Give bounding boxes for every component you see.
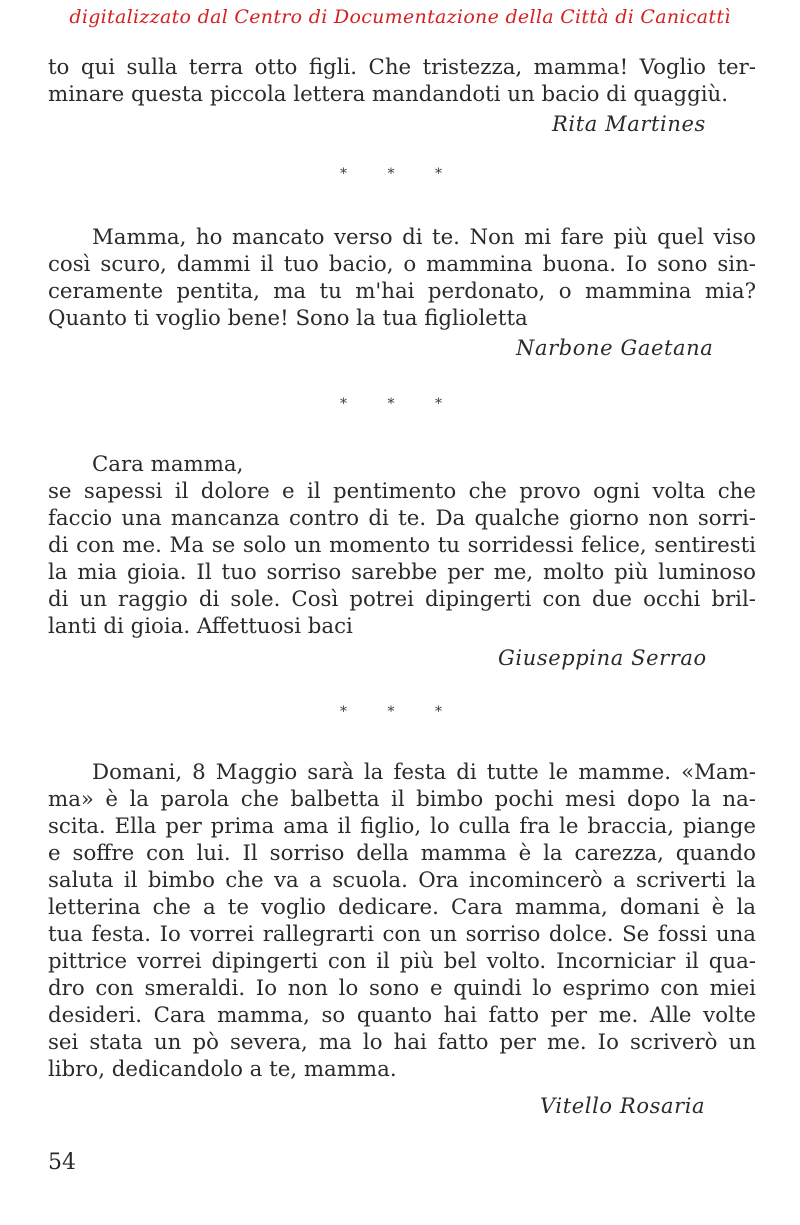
paragraph-line: così scuro, dammi il tuo bacio, o mammina buona. Io sono sin- <box>48 252 756 277</box>
paragraph-line <box>48 451 756 478</box>
paragraph-line: saluta il bimbo che va a scuola. Ora incomincerò a scriverti la <box>48 868 756 893</box>
paragraph-line: di un raggio di sole. Così potrei dipingerti con due occhi bril- <box>48 587 756 612</box>
paragraph-line: letterina che a te voglio dedicare. Cara mamma, domani è la <box>48 895 756 920</box>
page-number: 54 <box>48 1150 76 1175</box>
section-separator: * * * <box>340 704 460 720</box>
paragraph-line-text: Domani, 8 Maggio sarà la festa di tutte le mamme. «Mam- <box>92 760 756 785</box>
signature-rita-martines: Rita Martines <box>552 112 706 136</box>
section-separator: * * * <box>340 396 460 412</box>
paragraph-line: tua festa. Io vorrei rallegrarti con un sorriso dolce. Se fossi una <box>48 922 756 947</box>
watermark-text: digitalizzato dal Centro di Documentazione della Città di Canicattì <box>69 6 731 28</box>
paragraph-line: dro con smeraldi. Io non lo sono e quindi lo esprimo con miei <box>48 976 756 1001</box>
paragraph-line: e soffre con lui. Il sorriso della mamma è la carezza, quando <box>48 841 756 866</box>
paragraph-line: pittrice vorrei dipingerti con il più bel volto. Incorniciar il qua- <box>48 949 756 974</box>
signature-narbone-gaetana: Narbone Gaetana <box>516 336 714 360</box>
letter-narbone-gaetana <box>48 224 756 332</box>
paragraph-line-text: Mamma, ho mancato verso di te. Non mi fare più quel viso <box>92 225 756 250</box>
paragraph-line: to qui sulla terra otto figli. Che tristezza, mamma! Voglio ter- <box>48 55 756 80</box>
paragraph-line: la mia gioia. Il tuo sorriso sarebbe per me, molto più luminoso <box>48 560 756 585</box>
letter-rita-martines <box>48 54 756 108</box>
paragraph-line <box>48 224 756 251</box>
paragraph-line: ceramente pentita, ma tu m'hai perdonato, o mammina mia? <box>48 279 756 304</box>
paragraph-line: lanti di gioia. Affettuosi baci <box>48 614 353 639</box>
signature-giuseppina-serrao: Giuseppina Serrao <box>498 646 707 670</box>
paragraph-line <box>48 759 756 786</box>
paragraph-line: faccio una mancanza contro di te. Da qualche giorno non sorri- <box>48 506 756 531</box>
paragraph-line: minare questa piccola lettera mandandoti un bacio di quaggiù. <box>48 82 728 107</box>
paragraph-line: ma» è la parola che balbetta il bimbo pochi mesi dopo la na- <box>48 787 756 812</box>
section-separator: * * * <box>340 166 460 182</box>
letter-giuseppina-serrao <box>48 451 756 640</box>
paragraph-line: Quanto ti voglio bene! Sono la tua figlioletta <box>48 306 528 331</box>
paragraph-line: di con me. Ma se solo un momento tu sorridessi felice, sentiresti <box>48 533 756 558</box>
paragraph-line: scita. Ella per prima ama il figlio, lo culla fra le braccia, piange <box>48 814 756 839</box>
paragraph-line-text: Cara mamma, <box>92 452 244 477</box>
paragraph-line: se sapessi il dolore e il pentimento che provo ogni volta che <box>48 479 756 504</box>
letter-vitello-rosaria <box>48 759 756 1083</box>
signature-vitello-rosaria: Vitello Rosaria <box>540 1094 706 1118</box>
paragraph-line: sei stata un pò severa, ma lo hai fatto per me. Io scriverò un <box>48 1030 756 1055</box>
paragraph-line: desideri. Cara mamma, so quanto hai fatto per me. Alle volte <box>48 1003 756 1028</box>
paragraph-line: libro, dedicandolo a te, mamma. <box>48 1057 397 1082</box>
